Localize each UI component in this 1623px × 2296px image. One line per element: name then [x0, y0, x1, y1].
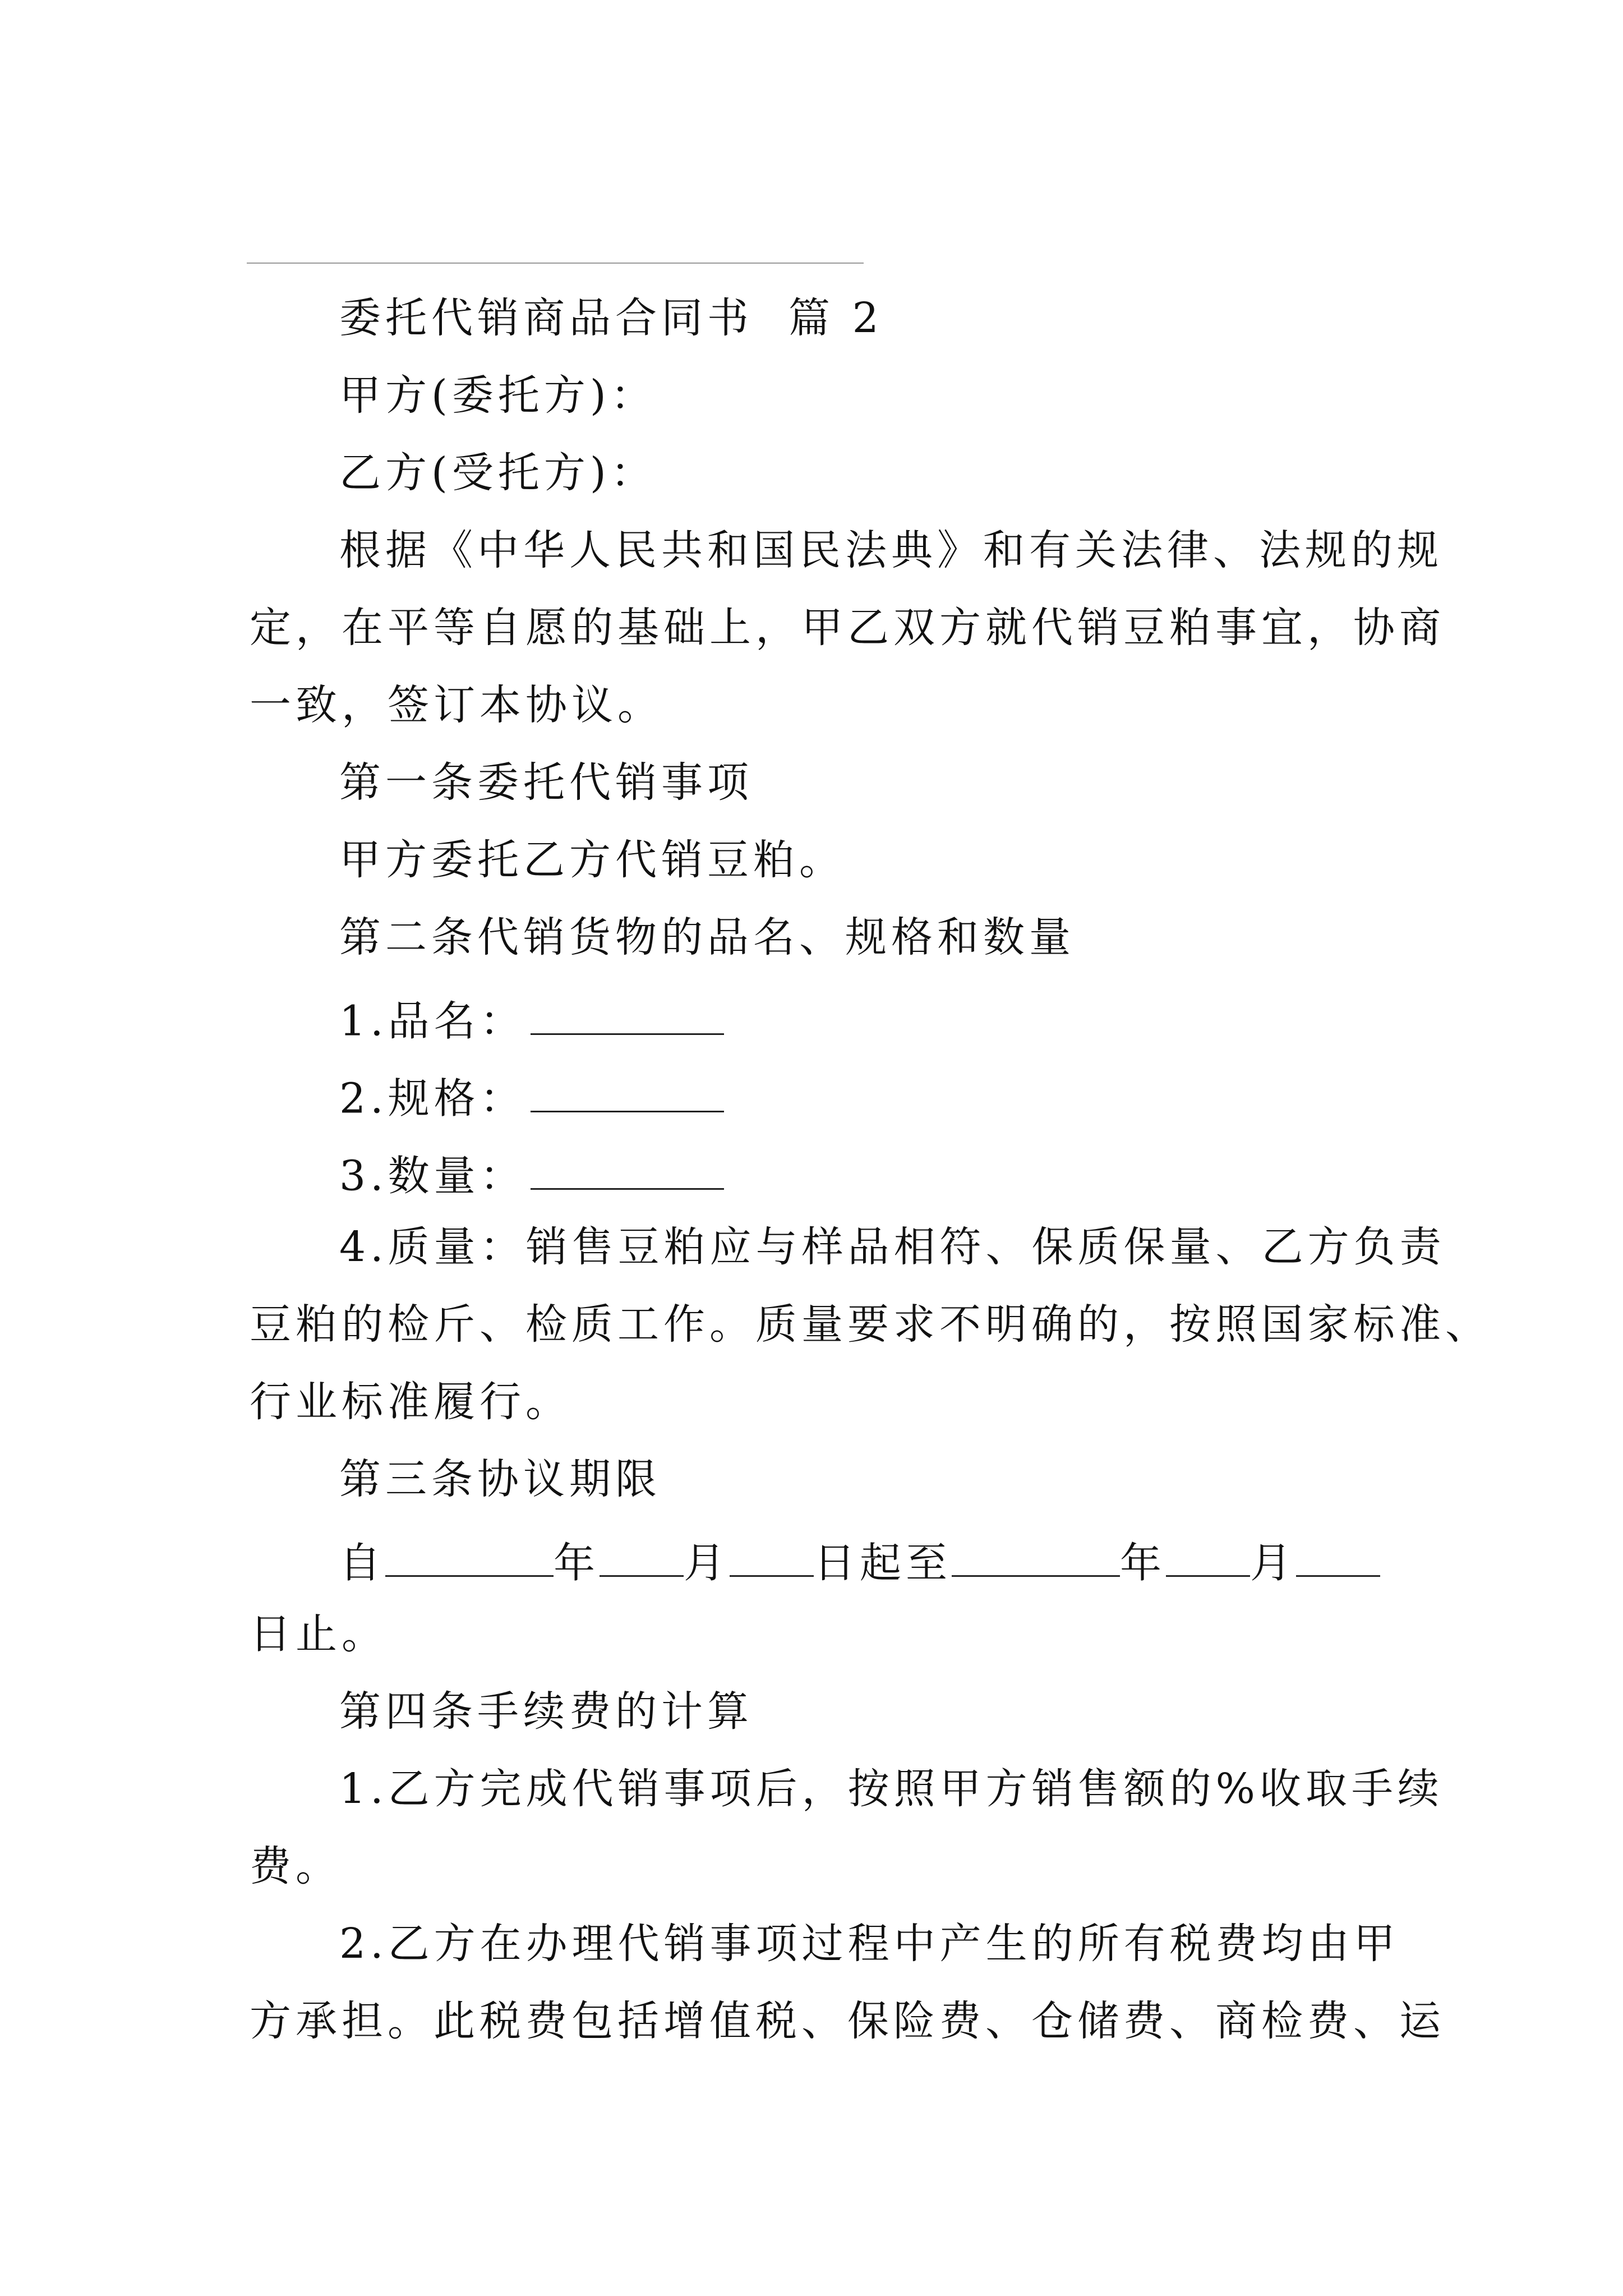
party-a-label: 甲方(委托方)： — [339, 371, 657, 420]
year-to-blank — [952, 1536, 1120, 1577]
item-spec-blank — [531, 1071, 724, 1112]
period-line: 自 年 月 日起至 年 月 — [339, 1536, 1380, 1584]
item-quantity-blank — [531, 1149, 724, 1190]
fee-2-line-1: 2.乙方在办理代销事项过程中产生的所有税费均由甲 — [339, 1920, 1400, 1968]
article-3-title: 第三条协议期限 — [339, 1455, 661, 1503]
item-name-blank — [531, 994, 724, 1035]
intro-line-2: 定，在平等自愿的基础上，甲乙双方就代销豆粕事宜，协商 — [250, 604, 1445, 652]
party-b-label: 乙方(受托方)： — [339, 449, 657, 497]
document-title: 委托代销商品合同书 篇 2 — [339, 294, 883, 342]
fee-1-line-1: 1.乙方完成代销事项后，按照甲方销售额的%收取手续 — [339, 1765, 1444, 1813]
item-name: 1.品名： — [339, 994, 724, 1042]
month-to-blank — [1166, 1536, 1250, 1577]
item-quality-line-1: 4.质量：销售豆粕应与样品相符、保质保量、乙方负责 — [339, 1223, 1446, 1271]
year-from-blank — [385, 1536, 554, 1577]
day-to-blank — [1296, 1536, 1380, 1577]
item-quantity: 3.数量： — [339, 1149, 724, 1197]
article-1-title: 第一条委托代销事项 — [339, 758, 753, 807]
article-1-body: 甲方委托乙方代销豆粕。 — [339, 836, 845, 884]
item-quality-line-3: 行业标准履行。 — [250, 1378, 571, 1426]
period-end: 日止。 — [250, 1610, 388, 1658]
fee-2-line-2: 方承担。此税费包括增值税、保险费、仓储费、商检费、运 — [250, 1997, 1445, 2045]
article-2-title: 第二条代销货物的品名、规格和数量 — [339, 913, 1075, 961]
day-from-blank — [730, 1536, 814, 1577]
fee-1-line-2: 费。 — [250, 1842, 342, 1890]
month-from-blank — [600, 1536, 684, 1577]
header-rule — [247, 263, 864, 264]
item-spec: 2.规格： — [339, 1071, 724, 1119]
article-4-title: 第四条手续费的计算 — [339, 1687, 753, 1736]
intro-line-3: 一致，签订本协议。 — [250, 681, 663, 729]
item-quality-line-2: 豆粕的检斤、检质工作。质量要求不明确的，按照国家标准、 — [250, 1300, 1491, 1349]
intro-line-1: 根据《中华人民共和国民法典》和有关法律、法规的规 — [339, 526, 1443, 574]
